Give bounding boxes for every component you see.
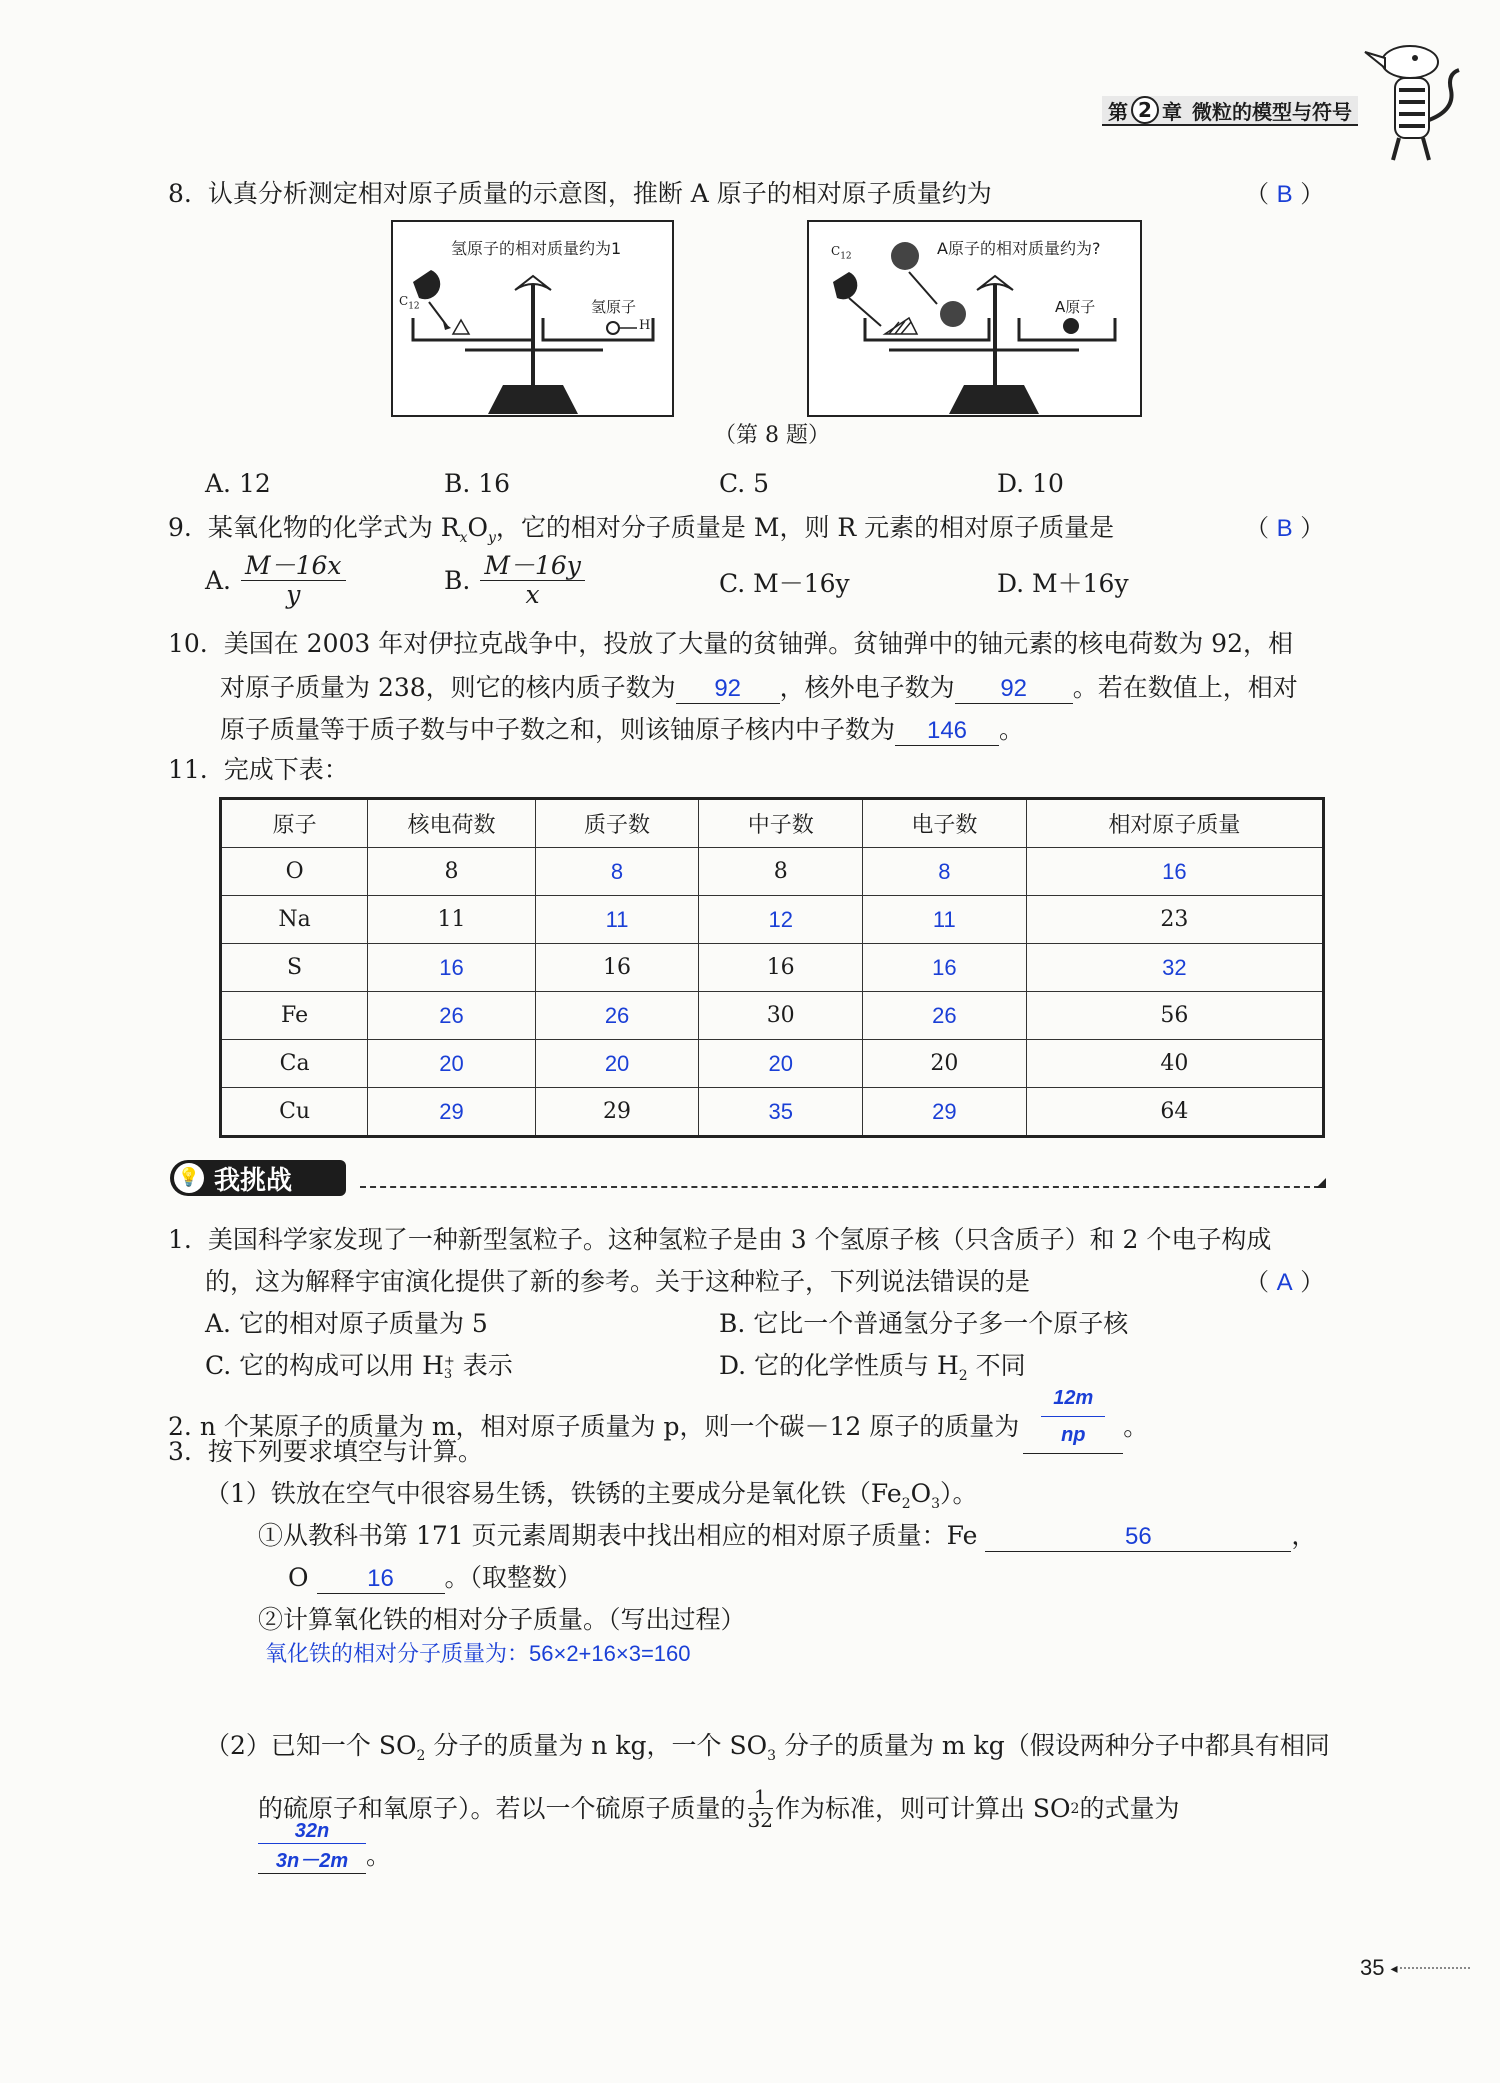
- diagram-title: 氢原子的相对质量约为1: [451, 239, 622, 258]
- challenge-q1: 1. 美国科学家发现了一种新型氢粒子。这种氢粒子是由 3 个氢原子核（只含质子）和 2 个电子构成: [168, 1225, 1272, 1254]
- c3-part1: （1）铁放在空气中很容易生锈，铁锈的主要成分是氧化铁$(Fe_2O_3)$。: [205, 1479, 978, 1512]
- table-header-cell: 中子数: [699, 799, 863, 848]
- c3-step2-answer: 氧化铁的相对分子质量为：56×2+16×3=160: [265, 1641, 691, 1666]
- c3-step2: ②计算氧化铁的相对分子质量。（写出过程）: [258, 1605, 746, 1634]
- hydrogen-symbol: H: [639, 318, 651, 333]
- diagram-hydrogen-balance: [391, 220, 674, 417]
- table-cell: 16: [535, 944, 699, 992]
- diagram-a-atom-balance: [807, 220, 1142, 417]
- c1-option-d: D. 它的化学性质与 $H_2$ 不同: [719, 1351, 1026, 1384]
- c2-answer-fraction[interactable]: 12m np: [1023, 1380, 1123, 1454]
- question-11: 11. 完成下表：: [168, 755, 349, 784]
- table-cell: S: [221, 944, 368, 992]
- a-atom-label: A原子: [1055, 298, 1096, 316]
- table-cell: Cu: [221, 1088, 368, 1137]
- lightbulb-icon: 💡: [174, 1163, 204, 1193]
- dashed-divider: [360, 1186, 1320, 1188]
- table-cell: Na: [221, 896, 368, 944]
- c3-part2-line2: 的硫原子和氧原子）。若以一个硫原子质量的 $\frac{1}{32}$ 作为标准，则可计算出 SO 2 的式量为: [258, 1785, 1180, 1832]
- page-number: 35 ◂: [1360, 1955, 1470, 1981]
- table-cell: 64: [1026, 1088, 1323, 1137]
- chapter-header: [1102, 96, 1358, 126]
- tiger-mascot-icon: [1355, 30, 1475, 170]
- table-answer-cell[interactable]: 20: [535, 1040, 699, 1088]
- table-answer-cell[interactable]: 26: [863, 992, 1027, 1040]
- electron-count-answer[interactable]: 92: [955, 675, 1073, 704]
- table-row: [221, 896, 1324, 944]
- c12-label: $C_{12}$: [399, 294, 420, 312]
- table-row: [221, 848, 1324, 896]
- table-header-cell: 核电荷数: [368, 799, 536, 848]
- table-answer-cell[interactable]: 11: [863, 896, 1027, 944]
- table-answer-cell[interactable]: 35: [699, 1088, 863, 1137]
- chapter-number: 2: [1131, 96, 1159, 124]
- challenge-q3: 3. 按下列要求填空与计算。: [168, 1437, 483, 1466]
- table-cell: 16: [699, 944, 863, 992]
- c1-option-b: B. 它比一个普通氢分子多一个原子核: [719, 1309, 1129, 1338]
- c3-step1: ①从教科书第 171 页元素周期表中找出相应的相对原子质量：Fe 56 ，: [258, 1521, 1317, 1550]
- table-row: [221, 1088, 1324, 1137]
- table-cell: 8: [368, 848, 536, 896]
- o-mass-answer[interactable]: 16: [317, 1565, 445, 1594]
- table-row: [221, 1040, 1324, 1088]
- q9-option-d: D. M＋16y: [997, 569, 1129, 598]
- table-header-cell: 电子数: [863, 799, 1027, 848]
- table-header-cell: 质子数: [535, 799, 699, 848]
- challenge-q2: 2. n 个某原子的质量为 m，相对原子质量为 p，则一个碳－12 原子的质量为 12m np 。: [168, 1390, 1148, 1464]
- table-answer-cell[interactable]: 20: [699, 1040, 863, 1088]
- table-cell: 11: [368, 896, 536, 944]
- c12-label: $C_{12}$: [831, 244, 852, 262]
- table-row: [221, 944, 1324, 992]
- figure-caption: （第 8 题）: [714, 423, 830, 448]
- table-answer-cell[interactable]: 20: [368, 1040, 536, 1088]
- table-header-row: [221, 799, 1324, 848]
- question-number: 8.: [168, 179, 192, 208]
- hydrogen-atom-label: 氢原子: [591, 298, 637, 316]
- question-8: [168, 176, 992, 212]
- answer-choice: A: [1276, 1269, 1293, 1296]
- neutron-count-answer[interactable]: 146: [895, 717, 999, 746]
- challenge-title: 我挑战: [214, 1165, 293, 1196]
- proton-count-answer[interactable]: 92: [676, 675, 780, 704]
- c1-option-a: A. 它的相对原子质量为 5: [205, 1309, 488, 1338]
- table-header-cell: 相对原子质量: [1026, 799, 1323, 848]
- c3-part2-answer[interactable]: 32n 3n－2m 。: [258, 1820, 391, 1874]
- answer-choice: B: [1276, 515, 1293, 542]
- table-cell: O: [221, 848, 368, 896]
- c1-option-c: C. 它的构成可以用 H + 3 表示: [205, 1351, 513, 1382]
- corner-triangle: [1316, 1178, 1326, 1188]
- challenge-badge: [170, 1160, 346, 1196]
- table-answer-cell[interactable]: 8: [535, 848, 699, 896]
- table-cell: 56: [1026, 992, 1323, 1040]
- table-answer-cell[interactable]: 26: [535, 992, 699, 1040]
- table-cell: 30: [699, 992, 863, 1040]
- q8-option-d: D. 10: [997, 469, 1064, 498]
- table-cell: 8: [699, 848, 863, 896]
- table-answer-cell[interactable]: 12: [699, 896, 863, 944]
- atom-table: [219, 797, 1325, 1138]
- table-cell: Fe: [221, 992, 368, 1040]
- answer-choice: B: [1276, 181, 1293, 208]
- table-cell: Ca: [221, 1040, 368, 1088]
- c3-step1-o: O 16 。（取整数）: [288, 1563, 583, 1592]
- question-10: 10. 美国在 2003 年对伊拉克战争中，投放了大量的贫铀弹。贫铀弹中的铀元素的核电荷数为 92，相: [168, 629, 1293, 658]
- q9-option-a: A. $\frac{M-16x}{y}$: [205, 552, 346, 609]
- challenge-q1-line2: 的，这为解释宇宙演化提供了新的参考。关于这种粒子，下列说法错误的是: [205, 1267, 1031, 1296]
- q9-option-b: B. $\frac{M-16y}{x}$: [444, 552, 585, 609]
- table-answer-cell[interactable]: 26: [368, 992, 536, 1040]
- answer-paren-8: （ B ）: [1245, 180, 1325, 208]
- question-10-line3: 原子质量等于质子数与中子数之和，则该铀原子核内中子数为 146 。: [220, 715, 1025, 744]
- table-row: [221, 992, 1324, 1040]
- q9-option-c: C. M－16y: [719, 569, 850, 598]
- q8-option-c: C. 5: [719, 469, 770, 498]
- table-answer-cell[interactable]: 8: [863, 848, 1027, 896]
- table-answer-cell[interactable]: 16: [1026, 848, 1323, 896]
- table-cell: 20: [863, 1040, 1027, 1088]
- c3-part2-line1: （2）已知一个 $SO_2$ 分子的质量为 n kg，一个 $SO_3$ 分子的质量为 m kg（假设两种分子中都具有相同: [205, 1731, 1330, 1764]
- chapter-prefix: 第: [1108, 99, 1128, 124]
- challenge-section-header: [170, 1160, 1326, 1200]
- table-header-cell: 原子: [221, 799, 368, 848]
- dotted-leader: [1400, 1967, 1470, 1969]
- table-answer-cell[interactable]: 32: [1026, 944, 1323, 992]
- diagram-title: A原子的相对质量约为?: [937, 239, 1101, 258]
- answer-paren-9: （ B ）: [1245, 514, 1325, 542]
- answer-paren-c1: （ A ）: [1245, 1268, 1325, 1296]
- question-10-line2: 对原子质量为 238，则它的核内质子数为 92 ，核外电子数为 92 。若在数值上，相对: [220, 673, 1298, 702]
- table-answer-cell[interactable]: 11: [535, 896, 699, 944]
- chapter-title: 微粒的模型与符号: [1192, 99, 1352, 124]
- arrow-left-icon: ◂: [1390, 1959, 1398, 1976]
- question-9: 9. 某氧化物的化学式为 $R_xO_y$，它的相对分子质量是 M，则 R 元素的相对原子质量是: [168, 513, 1115, 546]
- table-cell: 40: [1026, 1040, 1323, 1088]
- table-answer-cell[interactable]: 29: [368, 1088, 536, 1137]
- chapter-suffix: 章: [1162, 99, 1182, 124]
- table-answer-cell[interactable]: 29: [863, 1088, 1027, 1137]
- table-cell: 29: [535, 1088, 699, 1137]
- fe-mass-answer[interactable]: 56: [985, 1523, 1291, 1552]
- q8-option-a: A. 12: [205, 469, 271, 498]
- question-text: 认真分析测定相对原子质量的示意图，推断 A 原子的相对原子质量约为: [207, 179, 992, 208]
- table-answer-cell[interactable]: 16: [368, 944, 536, 992]
- q8-option-b: B. 16: [444, 469, 511, 498]
- table-cell: 23: [1026, 896, 1323, 944]
- table-answer-cell[interactable]: 16: [863, 944, 1027, 992]
